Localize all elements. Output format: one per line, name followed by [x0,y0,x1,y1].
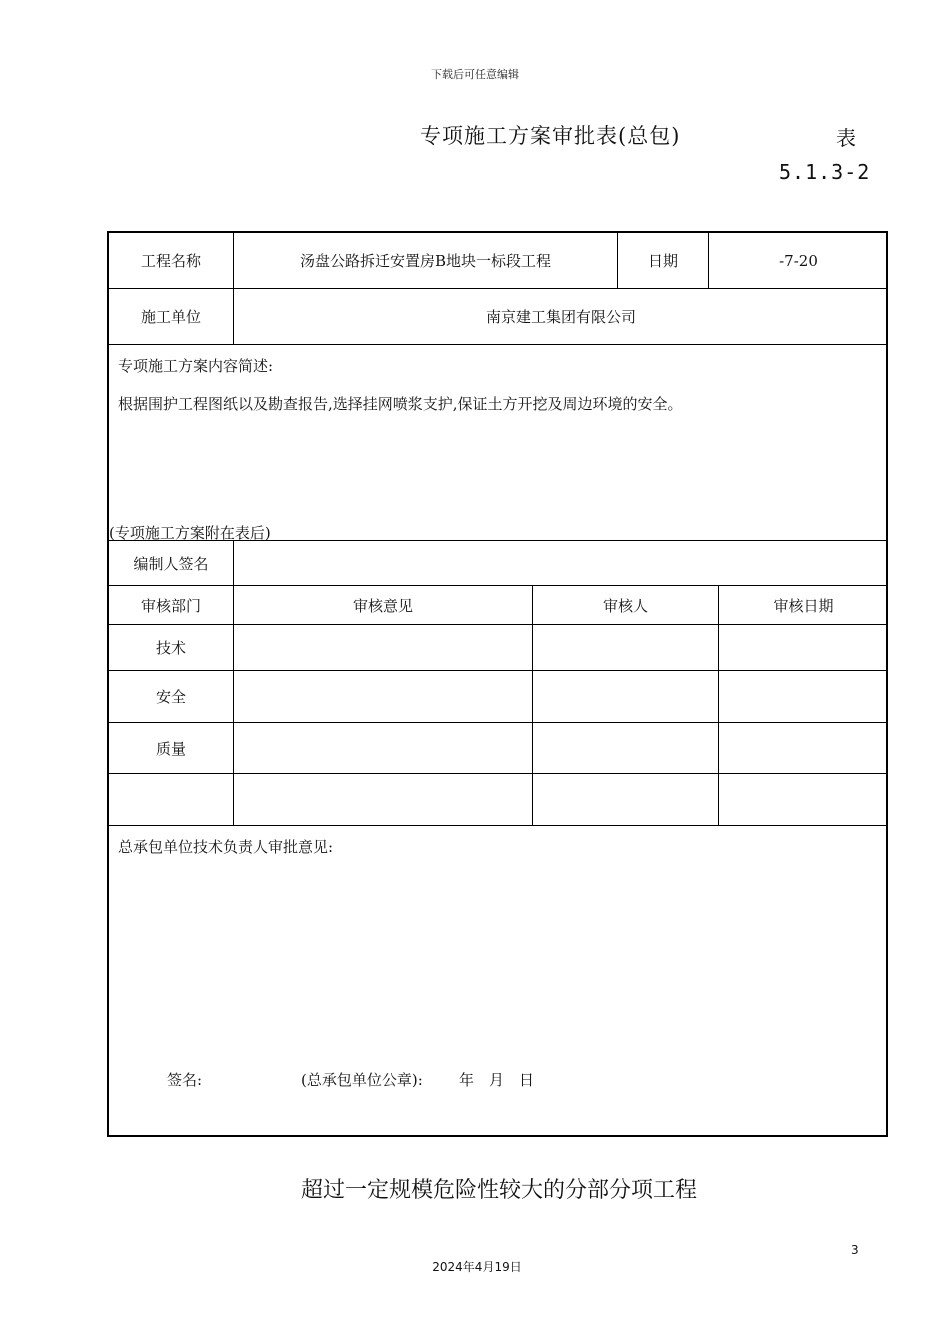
project-name-value: 汤盘公路拆迁安置房B地块一标段工程 [299,252,552,270]
compiler-signature-label: 编制人签名 [133,554,209,573]
approval-form-table [107,231,888,1137]
review-dept-quality: 质量 [155,739,186,758]
row-divider [109,825,886,826]
header-note: 下载后可任意编辑 [431,68,519,81]
construction-unit-value: 南京建工集团有限公司 [485,308,636,326]
form-title: 专项施工方案审批表(总包) [420,124,681,148]
review-dept-technical: 技术 [155,639,186,657]
page-number: 3 [851,1243,859,1257]
review-header-date: 审核日期 [773,596,834,615]
review-header-reviewer: 审核人 [602,596,648,615]
form-number: 5.1.3-2 [779,160,871,184]
date-label: 日期 [647,252,678,270]
approval-date-placeholder: 年 月 日 [459,1071,535,1089]
form-label: 表 [836,126,856,150]
attachment-note: (专项施工方案附在表后) [109,524,271,542]
row-divider [109,344,886,345]
signature-label: 签名: [167,1071,203,1089]
summary-content: 根据围护工程图纸以及勘查报告,选择挂网喷浆支护,保证土方开挖及周边环境的安全。 [118,395,683,413]
bottom-title: 超过一定规模危险性较大的分部分项工程 [300,1178,697,1203]
review-dept-safety: 安全 [155,688,186,706]
construction-unit-label: 施工单位 [140,308,201,326]
compiler-signature-field[interactable] [234,541,888,585]
footer-date: 2024年4月19日 [432,1260,522,1274]
project-name-label: 工程名称 [140,252,201,270]
date-value: -7-20 [779,251,818,270]
approval-label: 总承包单位技术负责人审批意见: [118,838,334,856]
review-dept-blank [109,774,233,825]
review-header-department: 审核部门 [140,596,201,615]
summary-label: 专项施工方案内容简述: [118,357,274,375]
review-header-opinion: 审核意见 [352,596,413,615]
seal-label: (总承包单位公章): [301,1071,423,1089]
